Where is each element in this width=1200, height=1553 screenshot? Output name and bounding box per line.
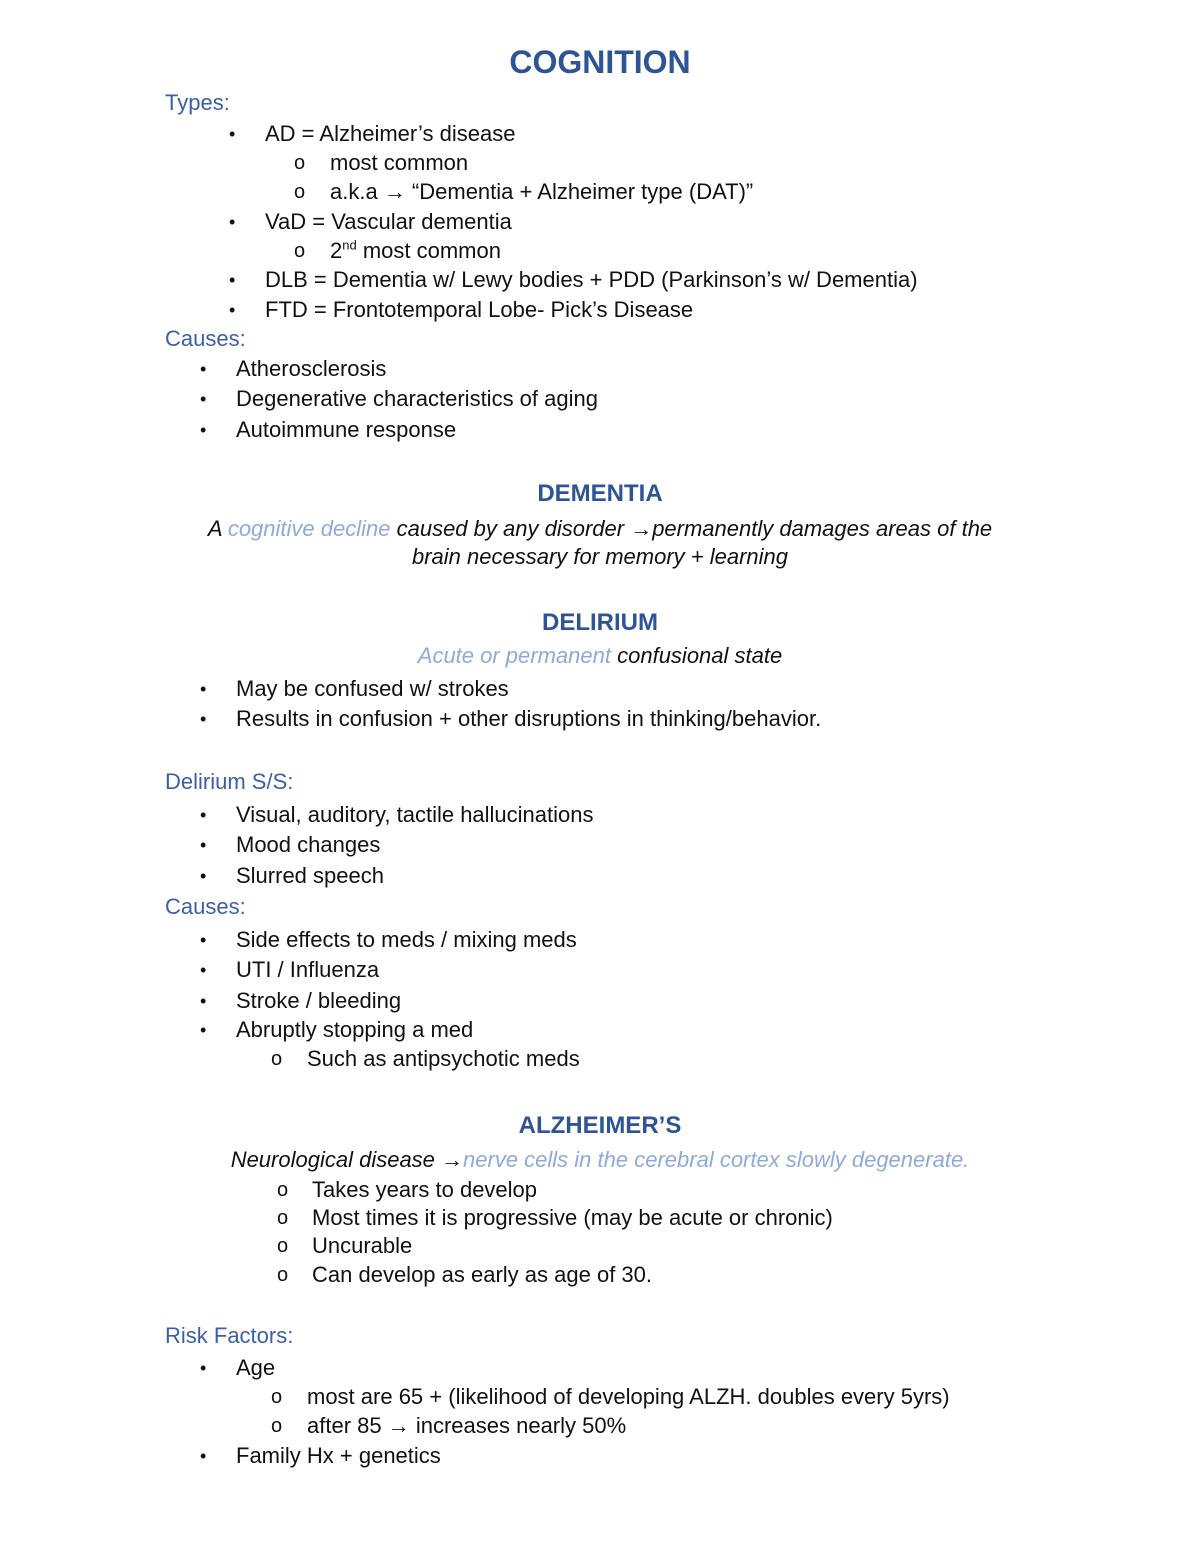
bullet: •: [200, 960, 207, 980]
bullet: •: [200, 991, 207, 1011]
risk-age-detail-1: most are 65 + (likelihood of developing ALZH. doubles every 5yrs): [307, 1384, 950, 1409]
alzheimers-definition: Neurological disease →nerve cells in the cerebral cortex slowly degenerate.: [230, 1147, 970, 1172]
bullet: •: [200, 866, 207, 886]
type-dlb: DLB = Dementia w/ Lewy bodies + PDD (Parkinson’s w/ Dementia): [265, 267, 918, 292]
type-vad-detail: 2nd most common: [330, 237, 501, 263]
type-vad: VaD = Vascular dementia: [265, 209, 512, 234]
dementia-heading: DEMENTIA: [537, 480, 663, 507]
delirium-definition: Acute or permanent confusional state: [417, 643, 783, 668]
alzheimers-item: Can develop as early as age of 30.: [312, 1262, 653, 1287]
delirium-cause-item: Stroke / bleeding: [236, 988, 402, 1013]
cause-item: Autoimmune response: [236, 417, 457, 442]
delirium-item: May be confused w/ strokes: [236, 676, 509, 701]
type-ad-detail-2: a.k.a → “Dementia + Alzheimer type (DAT)”: [330, 179, 754, 204]
arrow-icon: →: [387, 1413, 410, 1438]
sub-bullet: o: [277, 1207, 289, 1229]
risk-item-age: Age: [236, 1355, 276, 1380]
dementia-definition-line2: brain necessary for memory + learning: [412, 544, 788, 569]
bullet: •: [200, 709, 207, 729]
delirium-cause-item: Side effects to meds / mixing meds: [236, 927, 577, 952]
type-ftd: FTD = Frontotemporal Lobe- Pick’s Disease: [265, 297, 694, 322]
dementia-definition-line1: A cognitive decline caused by any disorder →permanently damages areas of the: [207, 516, 993, 541]
sub-bullet: o: [294, 152, 306, 174]
ss-item: Mood changes: [236, 832, 381, 857]
risk-item-family: Family Hx + genetics: [236, 1443, 441, 1468]
alzheimers-heading: ALZHEIMER’S: [518, 1112, 682, 1139]
bullet: •: [200, 805, 207, 825]
sub-bullet: o: [271, 1415, 283, 1437]
types-heading: Types:: [165, 90, 230, 115]
bullet: •: [229, 300, 236, 320]
type-ad: AD = Alzheimer’s disease: [265, 121, 516, 146]
cause-item: Degenerative characteristics of aging: [236, 386, 598, 411]
risk-age-detail-2: after 85 → increases nearly 50%: [307, 1413, 627, 1438]
delirium-causes-heading: Causes:: [165, 894, 246, 919]
type-ad-detail-1: most common: [330, 150, 469, 175]
cause-item: Atherosclerosis: [236, 356, 387, 381]
arrow-icon: →: [383, 179, 406, 204]
alzheimers-item: Takes years to develop: [312, 1177, 538, 1202]
bullet: •: [200, 1020, 207, 1040]
delirium-ss-heading: Delirium S/S:: [165, 769, 294, 794]
bullet: •: [200, 359, 207, 379]
bullet: •: [229, 270, 236, 290]
ss-item: Visual, auditory, tactile hallucinations: [236, 802, 594, 827]
bullet: •: [200, 389, 207, 409]
delirium-heading: DELIRIUM: [542, 609, 658, 636]
alzheimers-item: Uncurable: [312, 1233, 413, 1258]
sub-bullet: o: [277, 1264, 289, 1286]
page-title: COGNITION: [509, 44, 691, 80]
sub-bullet: o: [277, 1235, 289, 1257]
alzheimers-item: Most times it is progressive (may be acute or chronic): [312, 1205, 833, 1230]
delirium-cause-subitem: Such as antipsychotic meds: [307, 1046, 580, 1071]
bullet: •: [200, 930, 207, 950]
bullet: •: [200, 1358, 207, 1378]
risk-factors-heading: Risk Factors:: [165, 1323, 294, 1348]
causes-heading: Causes:: [165, 326, 246, 351]
bullet: •: [200, 835, 207, 855]
delirium-cause-item: UTI / Influenza: [236, 957, 380, 982]
delirium-item: Results in confusion + other disruptions in thinking/behavior.: [236, 706, 822, 731]
sub-bullet: o: [271, 1386, 283, 1408]
sub-bullet: o: [271, 1048, 283, 1070]
bullet: •: [200, 1446, 207, 1466]
arrow-icon: →: [630, 516, 653, 541]
bullet: •: [229, 124, 236, 144]
bullet: •: [200, 679, 207, 699]
sub-bullet: o: [294, 181, 306, 203]
bullet: •: [200, 420, 207, 440]
sub-bullet: o: [277, 1179, 289, 1201]
arrow-icon: →: [441, 1147, 464, 1172]
ss-item: Slurred speech: [236, 863, 384, 888]
sub-bullet: o: [294, 240, 306, 262]
delirium-cause-item: Abruptly stopping a med: [236, 1017, 474, 1042]
bullet: •: [229, 212, 236, 232]
